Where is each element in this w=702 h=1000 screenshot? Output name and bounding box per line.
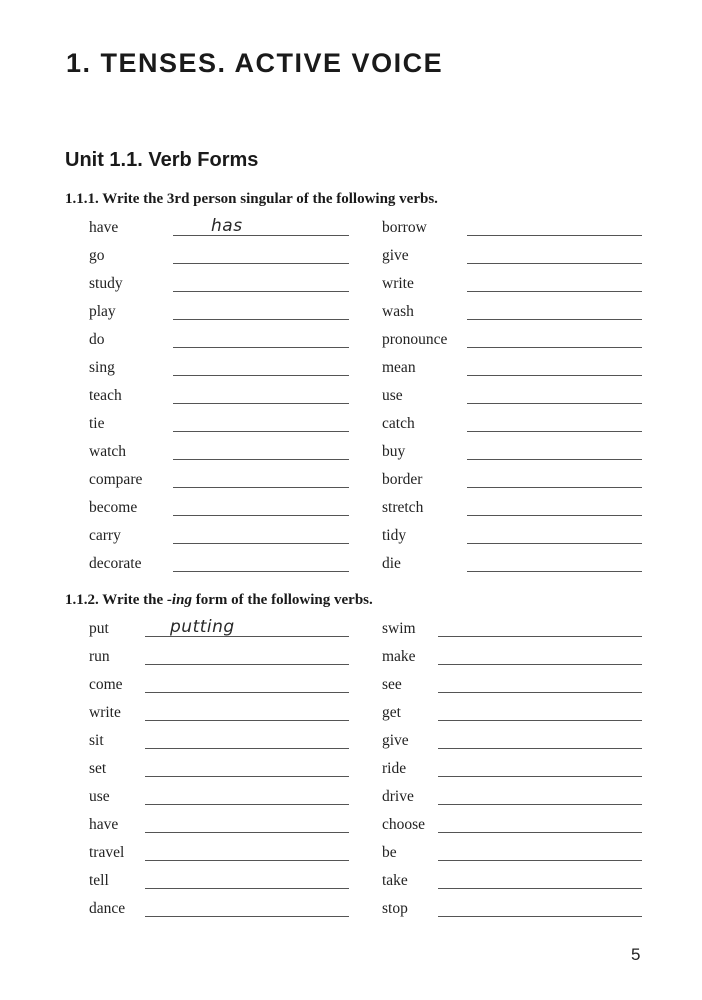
answer-blank[interactable] [467, 319, 642, 320]
exercise-2-title-italic: -ing [166, 592, 192, 608]
verb-label: borrow [382, 219, 427, 236]
answer-blank[interactable] [467, 375, 642, 376]
handwritten-example-answer: has [211, 216, 243, 236]
verb-label: choose [382, 816, 426, 833]
verb-label: carry [89, 527, 121, 544]
answer-blank[interactable] [438, 804, 642, 805]
answer-blank[interactable] [438, 832, 642, 833]
answer-blank[interactable] [173, 291, 349, 292]
verb-label: write [382, 275, 414, 292]
verb-label: sing [89, 359, 115, 376]
exercise-2-title [65, 592, 373, 609]
verb-label: study [89, 275, 123, 292]
answer-blank[interactable] [173, 431, 349, 432]
verb-label: be [382, 844, 397, 861]
answer-blank[interactable] [145, 664, 349, 665]
verb-label: come [89, 676, 123, 693]
answer-blank[interactable] [173, 543, 349, 544]
answer-blank[interactable] [145, 860, 349, 861]
verb-label: use [89, 788, 110, 805]
answer-blank[interactable] [438, 748, 642, 749]
verb-label: mean [382, 359, 416, 376]
verb-label: pronounce [382, 331, 448, 348]
answer-blank[interactable] [145, 888, 349, 889]
answer-blank[interactable] [173, 571, 349, 572]
verb-label: buy [382, 443, 406, 460]
verb-label: dance [89, 900, 126, 917]
verb-label: swim [382, 620, 416, 637]
chapter-title: 1. TENSES. ACTIVE VOICE [66, 48, 444, 78]
page-number: 5 [631, 945, 641, 964]
answer-blank[interactable] [173, 319, 349, 320]
answer-blank[interactable] [173, 459, 349, 460]
answer-blank[interactable] [145, 804, 349, 805]
verb-label: teach [89, 387, 122, 404]
answer-blank[interactable] [467, 459, 642, 460]
answer-blank[interactable] [467, 487, 642, 488]
verb-label: have [89, 816, 119, 833]
answer-blank[interactable] [438, 720, 642, 721]
verb-label: tell [89, 872, 109, 889]
answer-blank[interactable] [438, 664, 642, 665]
verb-label: take [382, 872, 408, 889]
answer-blank[interactable] [173, 263, 349, 264]
answer-blank[interactable] [438, 692, 642, 693]
exercise-1-title: 1.1.1. Write the 3rd person singular of the following verbs. [65, 191, 438, 207]
answer-blank[interactable] [145, 720, 349, 721]
verb-label: get [382, 704, 401, 721]
verb-label: border [382, 471, 423, 488]
answer-blank[interactable] [173, 403, 349, 404]
verb-label: give [382, 247, 409, 264]
answer-blank[interactable] [467, 431, 642, 432]
verb-label: see [382, 676, 402, 693]
exercise-2-title-prefix: 1.1.2. Write the [65, 592, 167, 608]
answer-blank[interactable] [438, 776, 642, 777]
verb-label: use [382, 387, 403, 404]
answer-blank[interactable] [145, 832, 349, 833]
verb-label: travel [89, 844, 125, 861]
verb-label: wash [382, 303, 414, 320]
answer-blank[interactable] [173, 375, 349, 376]
verb-label: compare [89, 471, 143, 488]
answer-blank[interactable] [173, 235, 349, 236]
exercise-2-title-suffix: form of the following verbs. [191, 592, 373, 608]
handwritten-example-answer: putting [170, 617, 235, 637]
answer-blank[interactable] [467, 543, 642, 544]
verb-label: sit [89, 732, 104, 749]
verb-label: stop [382, 900, 408, 917]
verb-label: tie [89, 415, 105, 432]
verb-label: give [382, 732, 409, 749]
verb-label: play [89, 303, 116, 320]
verb-label: watch [89, 443, 127, 460]
verb-label: ride [382, 760, 407, 777]
answer-blank[interactable] [467, 403, 642, 404]
verb-label: catch [382, 415, 415, 432]
verb-label: die [382, 555, 401, 572]
verb-label: drive [382, 788, 414, 805]
answer-blank[interactable] [467, 347, 642, 348]
verb-label: become [89, 499, 138, 516]
verb-label: have [89, 219, 119, 236]
verb-label: go [89, 247, 105, 264]
answer-blank[interactable] [145, 748, 349, 749]
verb-label: make [382, 648, 416, 665]
answer-blank[interactable] [145, 692, 349, 693]
answer-blank[interactable] [467, 291, 642, 292]
unit-title: Unit 1.1. Verb Forms [65, 149, 259, 171]
answer-blank[interactable] [173, 347, 349, 348]
answer-blank[interactable] [467, 571, 642, 572]
verb-label: do [89, 331, 105, 348]
verb-label: set [89, 760, 107, 777]
answer-blank[interactable] [467, 235, 642, 236]
answer-blank[interactable] [438, 860, 642, 861]
answer-blank[interactable] [467, 515, 642, 516]
answer-blank[interactable] [173, 515, 349, 516]
verb-label: run [89, 648, 110, 665]
verb-label: write [89, 704, 121, 721]
verb-label: decorate [89, 555, 142, 572]
verb-label: stretch [382, 499, 424, 516]
answer-blank[interactable] [145, 776, 349, 777]
answer-blank[interactable] [145, 916, 349, 917]
answer-blank[interactable] [467, 263, 642, 264]
verb-label: put [89, 620, 109, 637]
verb-label: tidy [382, 527, 407, 544]
answer-blank[interactable] [438, 916, 642, 917]
answer-blank[interactable] [438, 636, 642, 637]
answer-blank[interactable] [173, 487, 349, 488]
answer-blank[interactable] [438, 888, 642, 889]
